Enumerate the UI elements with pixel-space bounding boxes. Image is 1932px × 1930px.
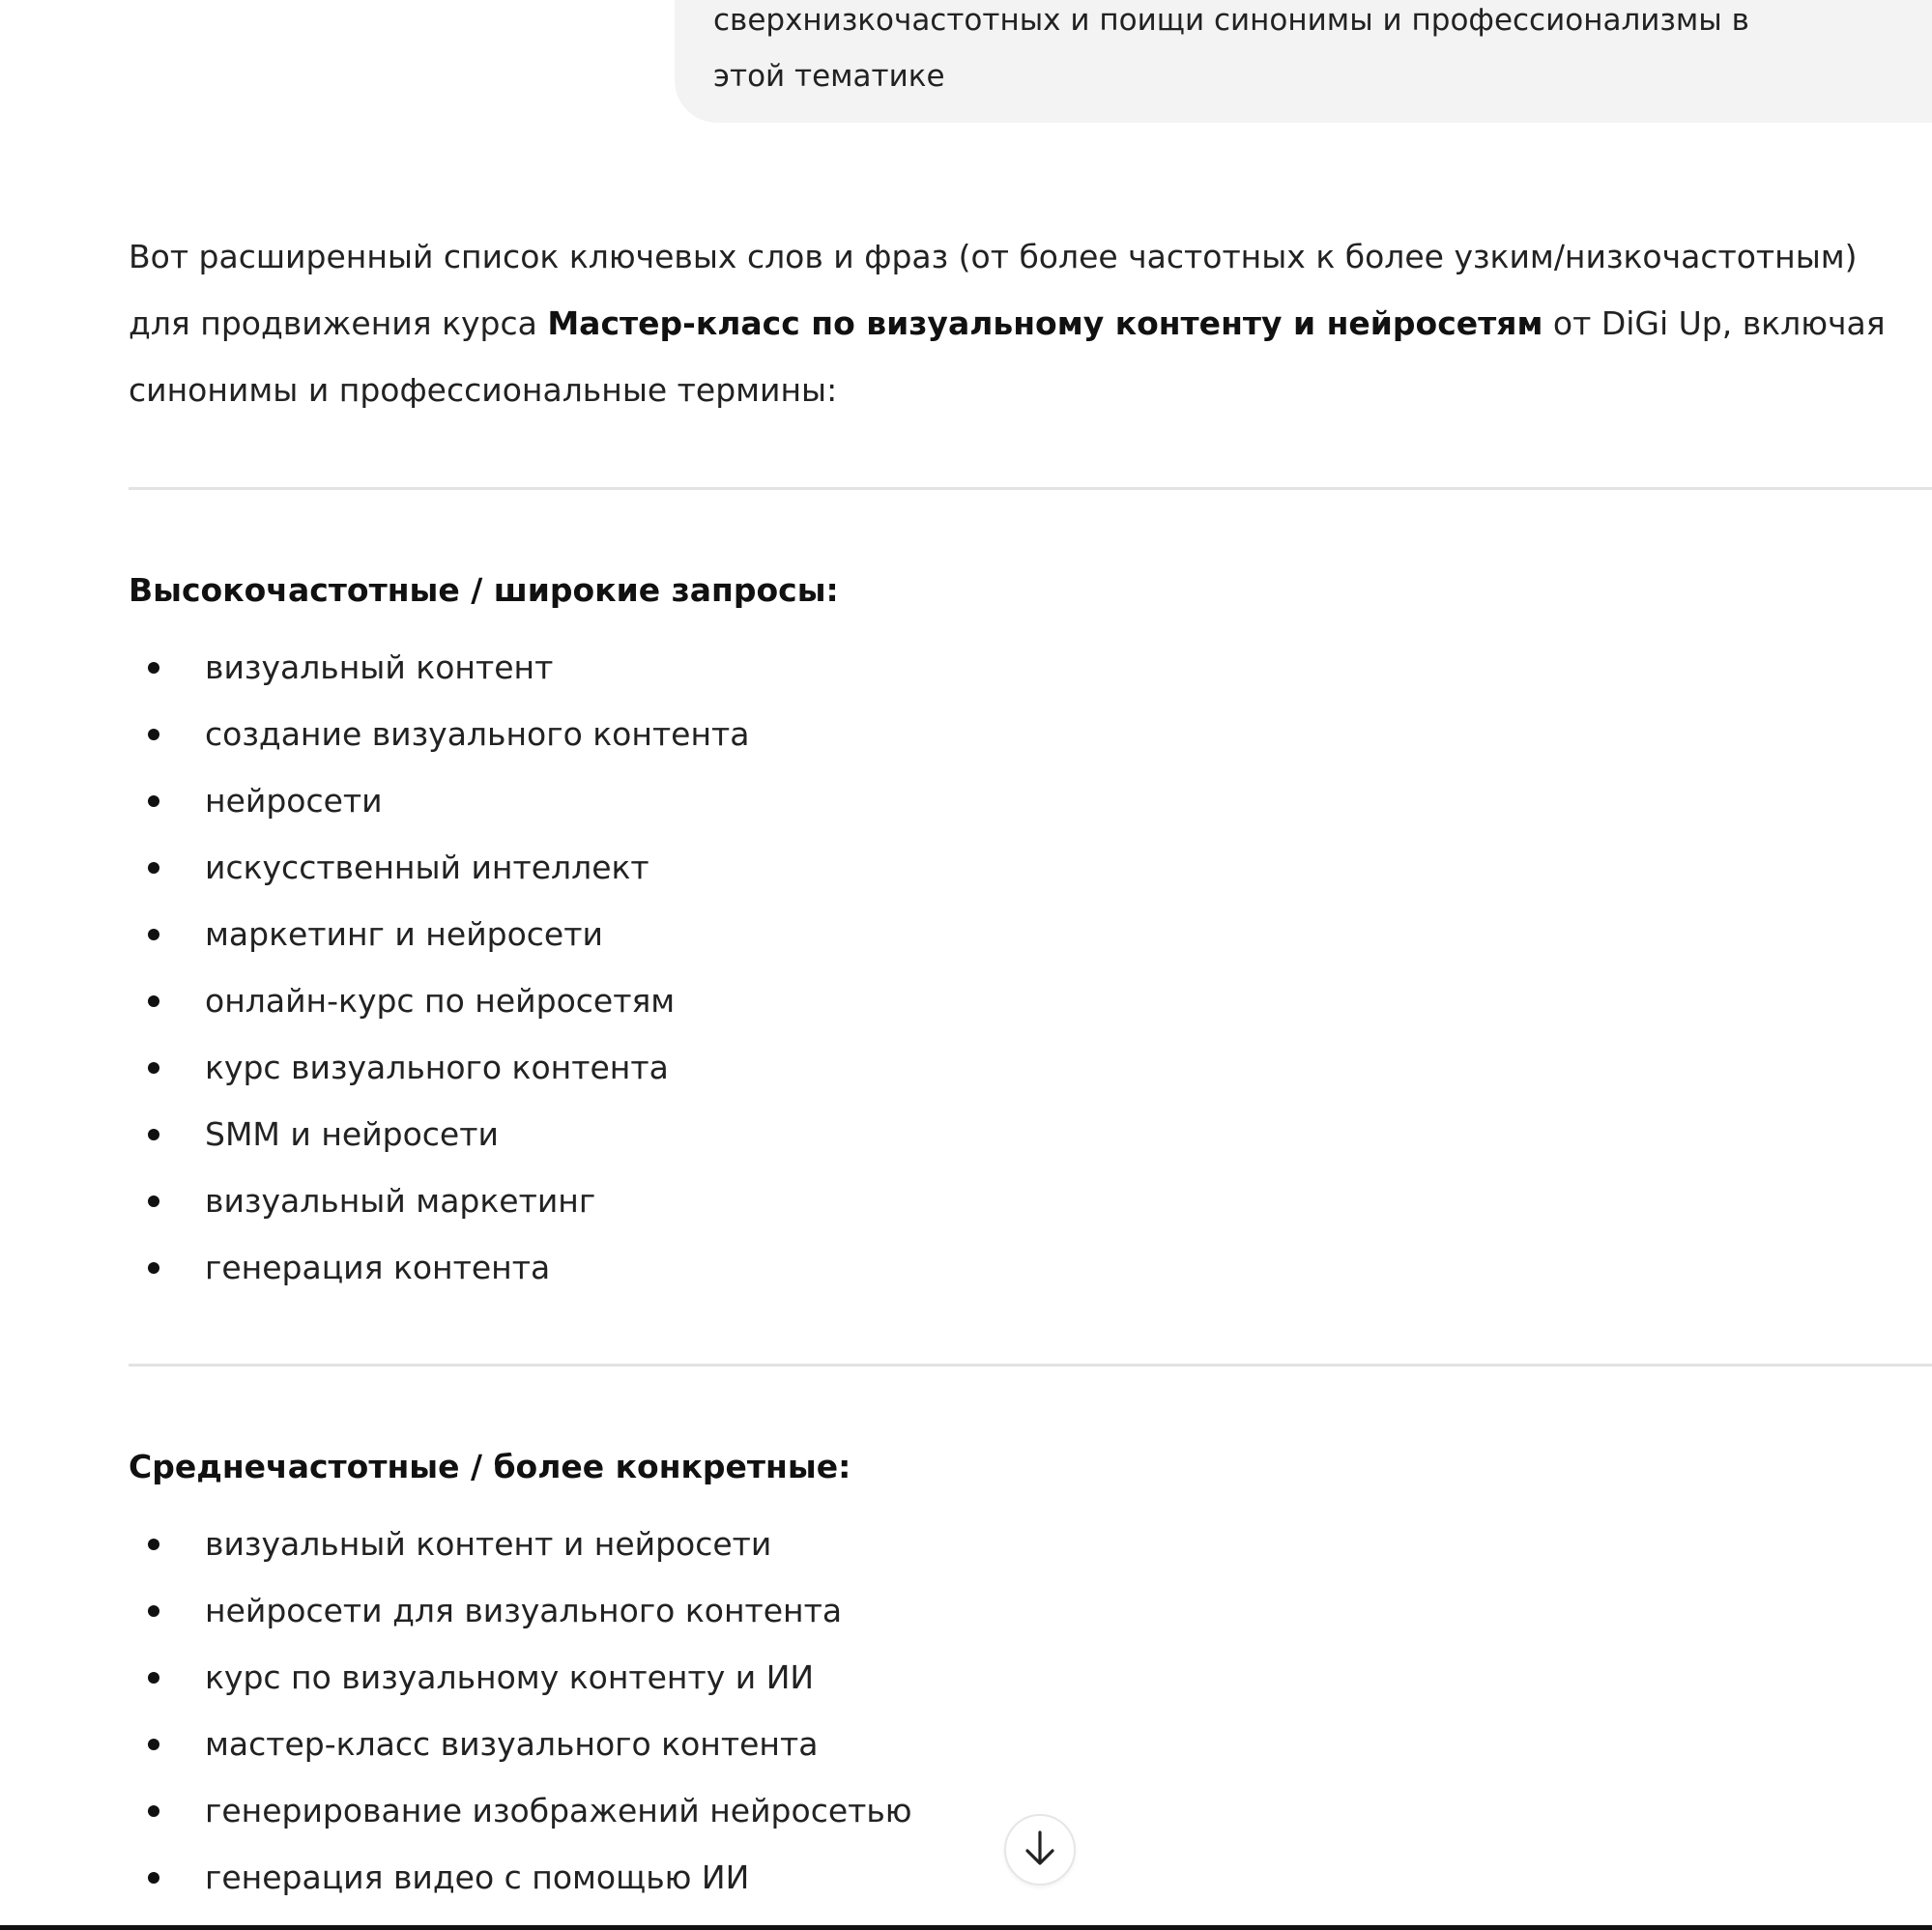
bullet-icon [148, 1872, 159, 1884]
bullet-icon [148, 929, 159, 940]
keyword-list-item [129, 1777, 912, 1844]
bullet-icon [148, 662, 159, 674]
bullet-icon [148, 1062, 159, 1074]
keyword-text: генерация контента [205, 1249, 551, 1286]
user-message-bubble [675, 0, 1932, 123]
keyword-text: маркетинг и нейросети [205, 915, 603, 953]
user-message-line-1: сверхнизкочастотных и поищи синонимы и профессионализмы в [713, 3, 1749, 38]
user-message-line-2: этой тематике [713, 59, 945, 94]
keyword-text: создание визуального контента [205, 715, 750, 753]
keyword-text: нейросети для визуального контента [205, 1592, 843, 1629]
bullet-icon [148, 795, 159, 807]
keyword-text: SMM и нейросети [205, 1115, 499, 1153]
keyword-list-mid-frequency [129, 1511, 912, 1911]
keyword-text: визуальный контент и нейросети [205, 1525, 772, 1563]
arrow-down-icon [1024, 1829, 1056, 1870]
keyword-text: генерирование изображений нейросетью [205, 1792, 912, 1829]
scroll-to-bottom-button[interactable] [1004, 1814, 1076, 1886]
keyword-text: курс визуального контента [205, 1049, 669, 1086]
keyword-text: нейросети [205, 782, 383, 820]
keyword-text: визуальный контент [205, 648, 554, 686]
bullet-icon [148, 1129, 159, 1140]
course-name: Мастер-класс по визуальному контенту и нейросетям [547, 304, 1543, 342]
keyword-list-item [129, 1034, 750, 1101]
bullet-icon [148, 1539, 159, 1550]
keyword-list-item [129, 1644, 912, 1711]
section-divider [129, 1364, 1932, 1367]
keyword-text: генерация видео с помощью ИИ [205, 1858, 750, 1896]
bullet-icon [148, 1262, 159, 1274]
keyword-text: визуальный маркетинг [205, 1182, 596, 1220]
keyword-text: онлайн-курс по нейросетям [205, 982, 676, 1020]
window-bottom-border [0, 1925, 1932, 1930]
keyword-list-item [129, 1844, 912, 1911]
keyword-list-item [129, 1711, 912, 1777]
bullet-icon [148, 862, 159, 874]
section-heading-mid-frequency: Среднечастотные / более конкретные: [129, 1448, 851, 1485]
keyword-list-item [129, 834, 750, 901]
keyword-list-item [129, 901, 750, 967]
bullet-icon [148, 995, 159, 1007]
keyword-list-item [129, 701, 750, 767]
bullet-icon [148, 1672, 159, 1684]
keyword-list-item [129, 1234, 750, 1301]
keyword-text: искусственный интеллект [205, 849, 649, 886]
keyword-list-item [129, 1167, 750, 1234]
keyword-list-item [129, 1577, 912, 1644]
intro-text: Вот расширенный список ключевых слов и фраз (от более частотных к более узким/низкочастотным) для продвижения курса [129, 238, 1858, 342]
bullet-icon [148, 1605, 159, 1617]
keyword-list-item [129, 967, 750, 1034]
section-heading-high-frequency: Высокочастотные / широкие запросы: [129, 571, 839, 609]
keyword-text: курс по визуальному контенту и ИИ [205, 1658, 815, 1696]
bullet-icon [148, 1739, 159, 1750]
section-divider [129, 487, 1932, 490]
keyword-list-item [129, 634, 750, 701]
keyword-list-item [129, 767, 750, 834]
intro-text-end: от DiGi Up, включая синонимы и профессиональные термины: [129, 304, 1886, 409]
bullet-icon [148, 1805, 159, 1817]
assistant-intro-paragraph [129, 223, 1926, 423]
bullet-icon [148, 729, 159, 740]
keyword-list-high-frequency [129, 634, 750, 1301]
keyword-text: мастер-класс визуального контента [205, 1725, 819, 1763]
bullet-icon [148, 1195, 159, 1207]
keyword-list-item [129, 1101, 750, 1167]
keyword-list-item [129, 1511, 912, 1577]
